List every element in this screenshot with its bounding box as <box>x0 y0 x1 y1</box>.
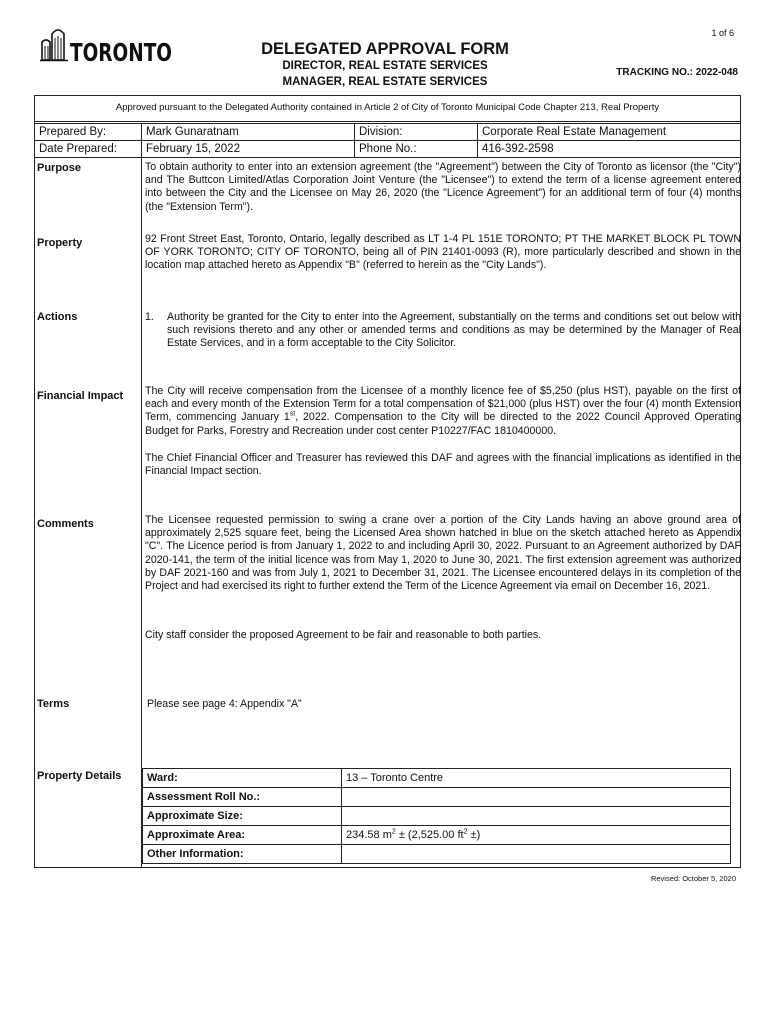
assessment-roll-value <box>342 788 731 807</box>
actions-label: Actions <box>37 311 78 323</box>
ward-value: 13 – Toronto Centre <box>342 769 731 788</box>
division-label: Division: <box>355 124 478 141</box>
approximate-area-value <box>342 826 731 845</box>
property-details-table <box>142 768 731 864</box>
financial-impact-cfo-text: The Chief Financial Officer and Treasurer has reviewed this DAF and agrees with the financial implications as identified in the Financial Impact section. <box>145 452 741 478</box>
table-row <box>143 807 731 826</box>
division-value: Corporate Real Estate Management <box>478 124 741 141</box>
form-subtitle-manager: MANAGER, REAL ESTATE SERVICES <box>282 76 488 88</box>
actions-item <box>145 311 741 351</box>
city-hall-logo-icon <box>40 24 175 72</box>
area-imperial-sup: 2 <box>463 828 468 836</box>
purpose-text: To obtain authority to enter into an extension agreement (the "Agreement") between the City of Toronto as licensor (the "City") and The Buttcon Limited/Atlas Corporation Joint Venture (the "Licensee") to extend the term of a license agreement entered into between the City and the Licensee on May 26, 2020 (the "Licence Agreement") for an additional term of four (4) months (the "Extension Term"). <box>145 161 741 213</box>
form-subtitle-director: DIRECTOR, REAL ESTATE SERVICES <box>282 60 488 72</box>
preparer-info-table <box>34 123 741 158</box>
approximate-area-label: Approximate Area: <box>143 826 342 845</box>
date-prepared-value: February 15, 2022 <box>142 141 355 158</box>
table-row <box>143 788 731 807</box>
phone-value: 416-392-2598 <box>478 141 741 158</box>
approved-authority-text: Approved pursuant to the Delegated Authority contained in Article 2 of City of Toronto Municipal Code Chapter 213, Real Property <box>34 95 741 122</box>
other-information-label: Other Information: <box>143 845 342 864</box>
phone-label: Phone No.: <box>355 141 478 158</box>
area-tail: ±) <box>467 829 481 841</box>
financial-text-part-a: The City will receive compensation from the Licensee of a monthly licence fee of $5,250 (plus HST), payable on the first of each and every month of the Extension Term for a total compensation of $21,000 (plus HST) over the four (4) month Extension Term, commencing January 1 <box>145 385 741 424</box>
area-metric-sup: 2 <box>391 828 396 836</box>
terms-label: Terms <box>37 698 70 710</box>
actions-item-text: Authority be granted for the City to enter into the Agreement, substantially on the terms and conditions set out below with such revisions thereto and any other or amended terms and conditions as may be determined by the Manager of Real Estate Services, and in a form acceptable to the City Solicitor. <box>167 311 741 350</box>
table-row <box>143 769 731 788</box>
date-prepared-label: Date Prepared: <box>35 141 142 158</box>
tracking-number: TRACKING NO.: 2022-048 <box>616 67 738 78</box>
prepared-by-value: Mark Gunaratnam <box>142 124 355 141</box>
approximate-size-label: Approximate Size: <box>143 807 342 826</box>
revised-date: Revised: October 5, 2020 <box>650 874 736 883</box>
form-title: DELEGATED APPROVAL FORM <box>261 40 509 58</box>
table-row <box>143 826 731 845</box>
ward-label: Ward: <box>143 769 342 788</box>
label-column-divider <box>141 157 142 868</box>
property-label: Property <box>37 237 83 249</box>
property-text: 92 Front Street East, Toronto, Ontario, legally described as LT 1-4 PL 151E TORONTO; PT THE MARKET BLOCK PL TOWN OF YORK TORONTO; CITY OF TORONTO, being all of PIN 21401-0093 (R), more particularly described and shown in the location map attached hereto as Appendix "B" (referred to herein as the "City Lands"). <box>145 233 741 272</box>
toronto-logo <box>40 24 175 72</box>
financial-text-sup: st <box>289 410 296 418</box>
logo-wordmark: TORONTO <box>70 38 172 67</box>
table-row <box>143 845 731 864</box>
financial-impact-text <box>145 385 741 438</box>
approximate-size-value <box>342 807 731 826</box>
purpose-label: Purpose <box>37 162 82 174</box>
financial-impact-label: Financial Impact <box>37 390 124 402</box>
comments-label: Comments <box>37 518 94 530</box>
actions-item-number: 1. <box>145 311 154 323</box>
comments-text: The Licensee requested permission to swing a crane over a portion of the City Lands having an above ground area of approximately 2,525 square feet, being the Licensed Area shown hatched in blue on the sketch attached hereto as Appendix "C". The Licence period is from January 1, 2022 to and including April 30, 2022. Pursuant to an Agreement authorized by DAF 2020-141, the term of the initial licence was from May 1, 2020 to June 30, 2021. The first extension agreement was authorized by DAF 2021-160 and was from July 1, 2021 to December 31, 2021. The Licensee encountered delays in its completion of the Project and had exercised its right to further extend the Term of the Licence Agreement via email on December 16, 2021. <box>145 514 741 593</box>
financial-text-part-b: , 2022. Compensation to the City will be directed to the 2022 Council Approved Operating Budget for Parks, Forestry and Recreation under cost center P10227/FAC 1810400000. <box>145 411 741 437</box>
property-details-label: Property Details <box>37 770 122 782</box>
other-information-value <box>342 845 731 864</box>
prepared-by-label: Prepared By: <box>35 124 142 141</box>
area-metric: 234.58 m <box>346 829 392 841</box>
area-imperial: ± (2,525.00 ft <box>395 829 464 841</box>
terms-text: Please see page 4: Appendix "A" <box>147 698 302 710</box>
assessment-roll-label: Assessment Roll No.: <box>143 788 342 807</box>
comments-staff-text: City staff consider the proposed Agreement to be fair and reasonable to both parties. <box>145 629 542 641</box>
page-indicator: 1 of 6 <box>711 28 734 38</box>
